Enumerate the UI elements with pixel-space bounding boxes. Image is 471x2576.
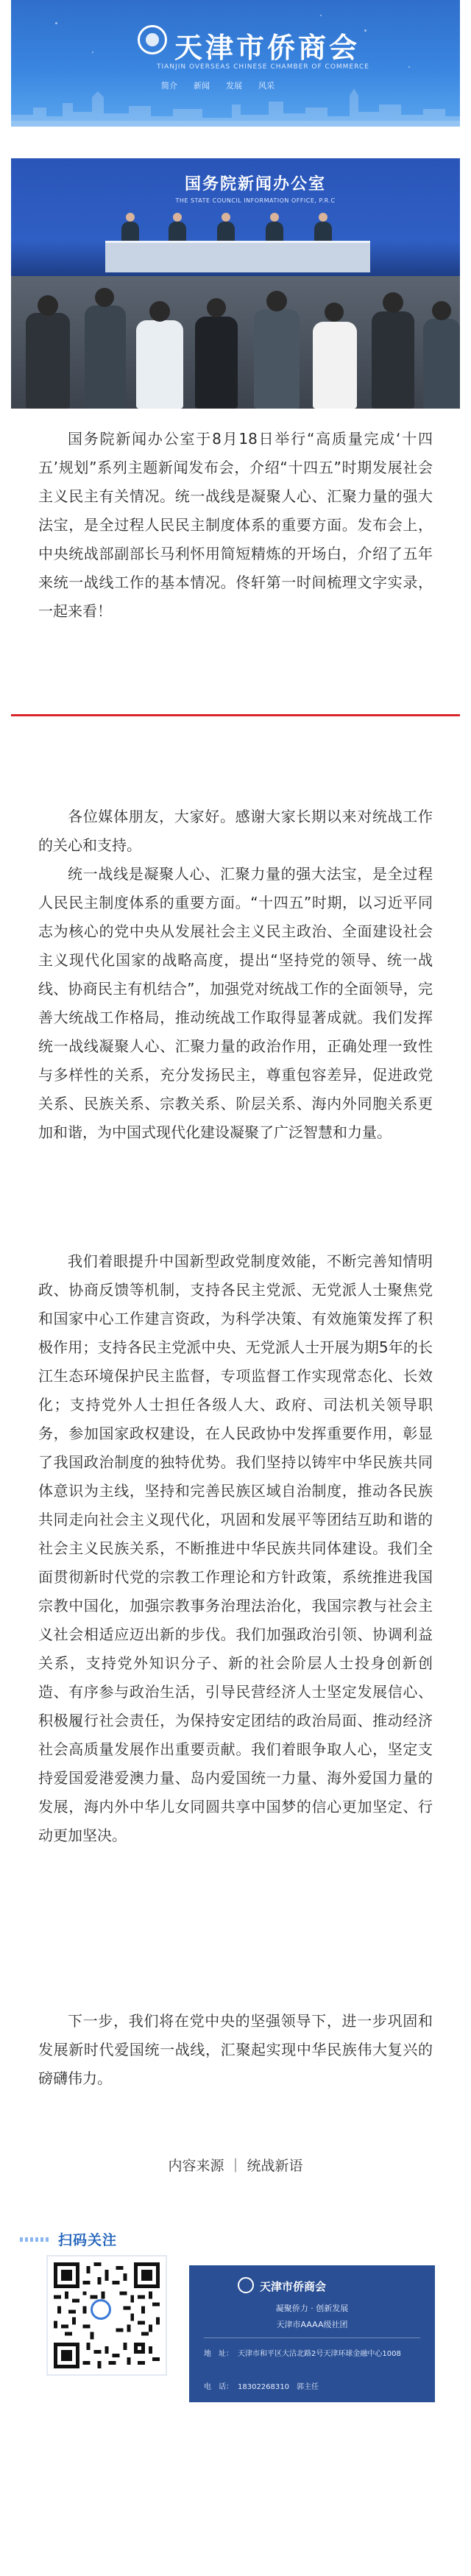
city-skyline-graphic [11,82,460,127]
board-title-cn: 国务院新闻办公室 [184,175,326,194]
banner-nav-item[interactable]: 新闻 [194,81,210,91]
card-rating: 天津市AAAA级社团 [276,2320,348,2329]
card-address [204,2348,425,2361]
speaker-table [105,241,370,272]
body-paragraph: 统一战线是凝聚人心、汇聚力量的强大法宝，是全过程人民民主制度体系的重要方面。“十四五”时期，以习近平同志为核心的党中央从发展社会主义民主政治、全面建设社会主义现代化国家的战略高度，提出“坚持党的领导、统一战线、协商民主有机结合”，加强党对统战工作的全面领导，完善大统战工作格局，推动统战工作取得显著成就。我们发挥统一战线凝聚人心、汇聚力量的政治作用，正确处理一致性与多样性的关系，充分发扬民主，尊重包容差异，促进政党关系、民族关系、宗教关系、阶层关系、海内外同胞关系更加和谐，为中国式现代化建设凝聚了广泛智慧和力量。 [38,865,433,1141]
banner-nav-item[interactable]: 发展 [226,81,242,91]
card-logo-icon [238,2277,254,2293]
banner-subtitle: TIANJIN OVERSEAS CHINESE CHAMBER OF COMMERCE [157,63,369,71]
decorative-dots [20,2237,49,2242]
chamber-info-card [189,2265,435,2402]
card-slogan: 凝聚侨力 · 创新发展 [275,2304,349,2313]
card-phone [204,2380,319,2391]
press-backdrop-board [145,172,366,204]
section-divider [11,714,460,716]
header-banner [11,0,460,127]
card-title: 天津市侨商会 [260,2280,327,2293]
body-paragraph: 各位媒体朋友，大家好。感谢大家长期以来对统战工作的关心和支持。 [38,808,433,854]
intro-paragraph: 国务院新闻办公室于8月18日举行“高质量完成‘十四五’规划”系列主题新闻发布会，介绍“十四五”时期发展社会主义民主有关情况。统一战线是凝聚人心、汇聚力量的强大法宝，是全过程人民民主制度体系的重要方面。发布会上，中央统战部副部长马利怀用简短精炼的开场白，介绍了五年来统一战线工作的基本情况。佟轩第一时间梳理文字实录，一起来看！ [38,430,433,620]
banner-nav-item[interactable]: 风采 [258,81,275,91]
address-value: 天津市和平区大沽北路2号天津环球金融中心1008 [238,2350,401,2358]
content-source: 内容来源 ｜ 统战新语 [168,2158,303,2174]
body-paragraph: 下一步，我们将在党中央的坚强领导下，进一步巩固和发展新时代爱国统一战线，汇聚起实现中华民族伟大复兴的磅礴伟力。 [38,2012,433,2087]
qr-logo-icon [91,2299,111,2320]
qr-code[interactable] [46,2255,167,2376]
banner-nav-item[interactable]: 简介 [161,81,177,91]
chamber-logo-icon [138,25,167,54]
phone-key: 电 话： [204,2383,233,2391]
press-conference-photo [11,158,460,409]
board-title-en: THE STATE COUNCIL INFORMATION OFFICE, P.R.C [175,197,336,204]
address-key: 地 址： [204,2350,233,2358]
card-divider [204,2337,420,2338]
follow-footer [11,2227,460,2411]
body-paragraph: 我们着眼提升中国新型政党制度效能，不断完善知情明政、协商反馈等机制，支持各民主党派、无党派人士聚焦党和国家中心工作建言资政，为科学决策、有效施策发挥了积极作用；支持各民主党派中央、无党派人士开展为期5年的长江生态环境保护民主监督，专项监督工作实现常态化、长效化；支持党外人士担任各级人大、政府、司法机关领导职务，参加国家政权建设，在人民政协中发挥重要作用，彰显了我国政治制度的独特优势。我们坚持以铸牢中华民族共同体意识为主线，坚持和完善民族区域自治制度，推动各民族共同走向社会主义现代化，巩固和发展平等团结互助和谐的社会主义民族关系，不断推进中华民族共同体建设。我们全面贯彻新时代党的宗教工作理论和方针政策，系统推进我国宗教中国化，加强宗教事务治理法治化，我国宗教与社会主义社会相适应迈出新的步伐。我们加强政治引领、协调利益关系，支持党外知识分子、新的社会阶层人士投身创新创造、有序参与政治生活，引导民营经济人士坚定发展信心、积极履行社会责任，为保持安定团结的政治局面、推动经济社会高质量发展作出重要贡献。我们着眼争取人心，坚定支持爱国爱港爱澳力量、岛内爱国统一力量、海外爱国力量的发展，海内外中华儿女同圆共享中国梦的信心更加坚定、行动更加坚决。 [38,1252,433,1844]
banner-title: 天津市侨商会 [174,31,361,64]
scan-follow-label: 扫码关注 [58,2232,118,2248]
phone-value[interactable]: 18302268310 郭主任 [238,2383,319,2391]
